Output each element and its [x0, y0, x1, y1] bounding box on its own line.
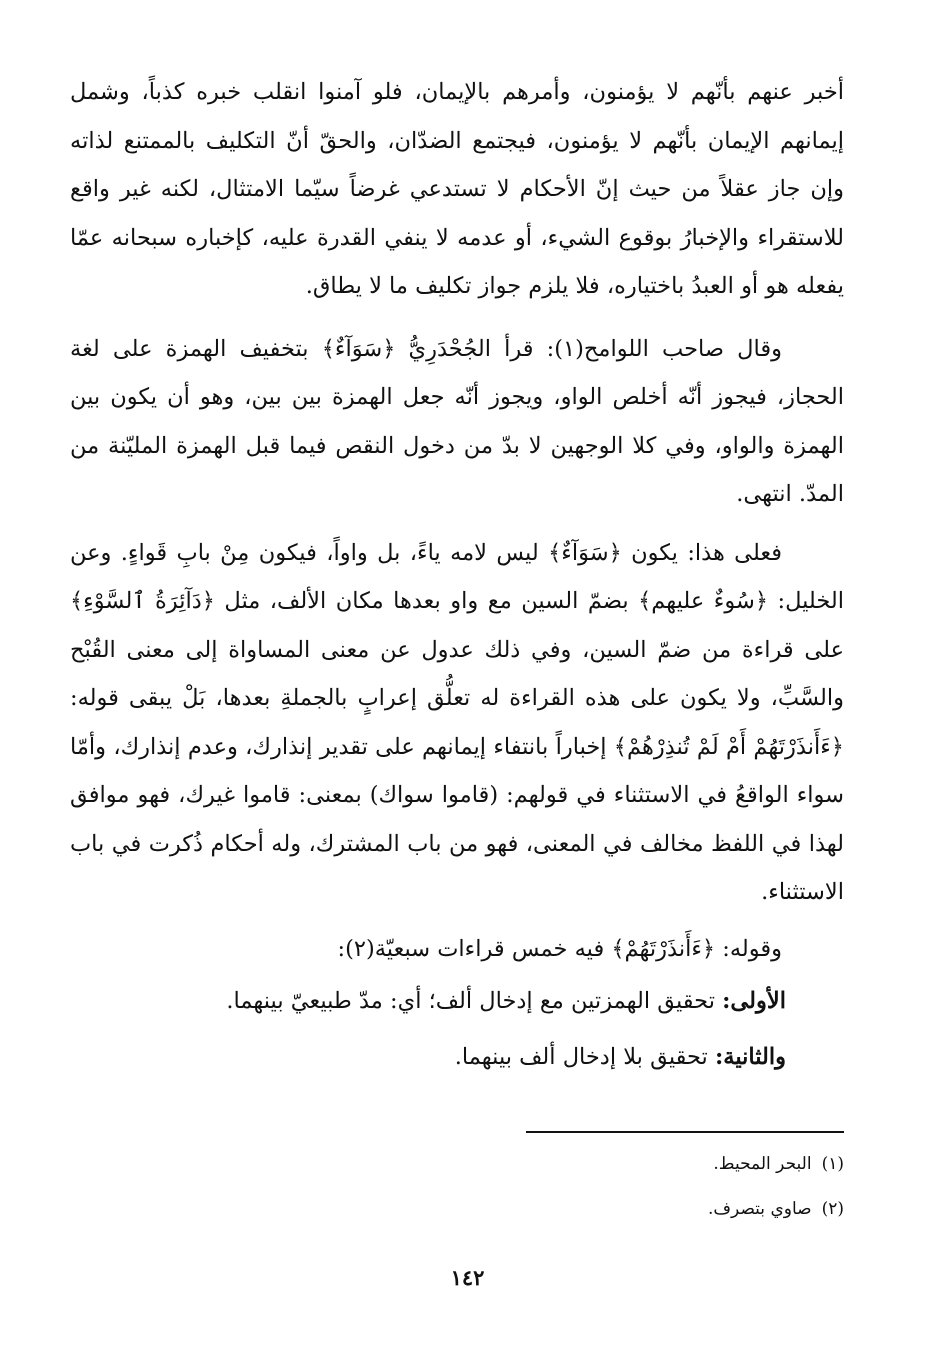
- reading-item-2-text: تحقيق بلا إدخال ألف بينهما.: [454, 1044, 715, 1070]
- paragraph-2: وقال صاحب اللوامح(١): قرأ الجُحْدَرِيُّ ﴿سَوَآءٌ﴾ بتخفيف الهمزة على لغة الحجاز، فيجوز أنّه أخلص الواو، ويجوز أنّه جعل الهمزة بين بين، وهو أن يكون بين الهمزة والواو، وفي كلا الوجهين لا بدّ من دخول النقص فيما قبل الهمزة الملیّنة من المدّ. انتهى.: [70, 335, 844, 507]
- footnotes: [470, 1142, 844, 1232]
- paragraph-4: وقوله: ﴿ءَأَنذَرْتَهُمْ﴾ فيه خمس قراءات سبعيّة(٢):: [337, 935, 782, 962]
- footnote-1-number: (١): [821, 1154, 844, 1174]
- reading-item-1-label: الأولى:: [722, 988, 786, 1014]
- footnote-2: [470, 1187, 844, 1232]
- paragraph-1: أخبر عنهم بأنّهم لا يؤمنون، وأمرهم بالإيمان، فلو آمنوا انقلب خبره كذباً، وشمل إيمانهم الإيمان بأنّهم لا يؤمنون، فيجتمع الضدّان، والحقّ أنّ التكليف بالممتنع لذاته وإن جاز عقلاً من حيث إنّ الأحكام لا تستدعي غرضاً سيّما الامتثال، لكنه غير واقع للاستقراء والإخبارُ بوقوع الشيء، أو عدمه لا ينفي القدرة عليه، كإخباره سبحانه عمّا يفعله هو أو العبدُ باختياره، فلا يلزم جواز تكليف ما لا يطاق.: [70, 79, 844, 299]
- reading-item-2: [70, 1029, 844, 1085]
- main-text: [70, 68, 844, 1085]
- reading-item-2-label: والثانية:: [714, 1044, 786, 1070]
- footnote-1: [470, 1142, 844, 1187]
- reading-item-1-text: تحقيق الهمزتين مع إدخال ألف؛ أي: مدّ طبيعيّ بينهما.: [226, 988, 723, 1014]
- paragraph-3: فعلى هذا: يكون ﴿سَوَآءٌ﴾ ليس لامه ياءً، بل واواً، فيكون مِنْ بابِ قَواءٍ. وعن الخليل: ﴿سُوءٌ عليهم﴾ بضمّ السين مع واو بعدها مكان الألف، مثل ﴿دَآئِرَةُ ٱلسَّوْءِ﴾ على قراءة من ضمّ السين، وفي ذلك عدول عن معنى المساواة إلى معنى القُبْح والسَّبِّ، ولا يكون على هذه القراءة له تعلُّق إعرابٍ بالجملةِ بعدها، بَلْ يبقى قوله: ﴿ءَأَنذَرْتَهُمْ أَمْ لَمْ تُنذِرْهُمْ﴾ إخباراً بانتفاء إيمانهم على تقدير إنذارك، وعدم إنذارك، وأمّا سواء الواقعُ في الاستثناء في قولهم: (قاموا سواك) بمعنى: قاموا غيرك، فهو موافق لهذا في اللفظ مخالف في المعنى، فهو من باب المشترك، وله أحكام ذُكرت في باب الاستثناء.: [70, 539, 845, 905]
- footnote-1-text: البحر المحيط.: [713, 1154, 812, 1174]
- footnote-divider: [526, 1131, 844, 1133]
- page-number: ١٤٢: [450, 1265, 485, 1290]
- footnote-2-number: (٢): [821, 1199, 844, 1219]
- footnote-2-text: صاوي بتصرف.: [708, 1199, 812, 1219]
- reading-item-1: [70, 973, 844, 1029]
